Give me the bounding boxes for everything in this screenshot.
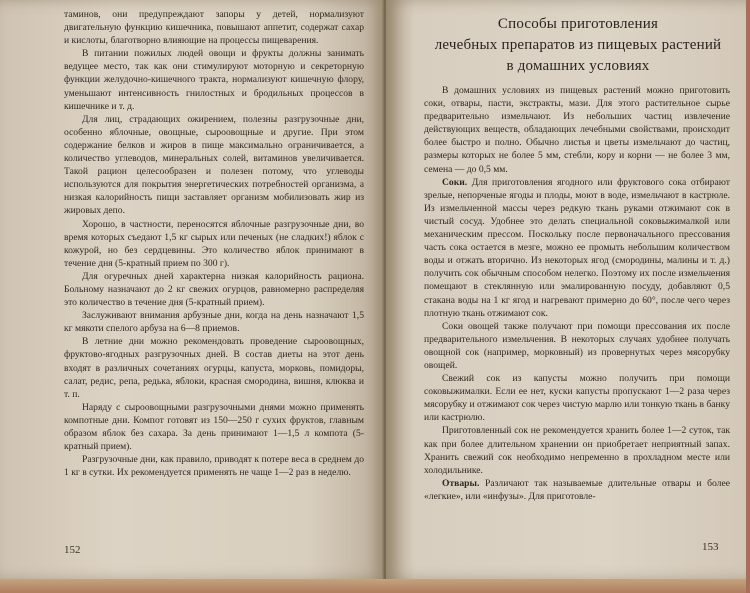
paragraph: таминов, они предупреждают запоры у детей, нормализуют двигательную функцию кишечника, повышают аппетит, содержат сахар и кислоты, благотворно влияющие на процессы пищеварения.	[64, 9, 364, 47]
page-number-left: 152	[64, 544, 81, 556]
paragraph: Заслуживают внимания арбузные дни, когда на день назначают 1,5 кг мякоти спелого арбуза на 6—8 приемов.	[64, 310, 364, 335]
paragraph-decoctions	[424, 477, 730, 503]
book-cover-edge	[0, 579, 750, 593]
paragraph-juices	[424, 176, 730, 320]
paragraph: В домашних условиях из пищевых растений можно приготовить соки, отвары, пасти, экстракты, мази. Для этого растительное сырье предварительно измельчают. Из небольших частиц извлечение действующих веществ, обладающих лечебными свойствами, происходит более быстро и полно. Обычно листья и цветы измельчают до частиц, размеры которых не более 5 мм, стебли, кору и корни — не более 3 мм, семена — до 0,5 мм.	[424, 85, 730, 175]
paragraph-text: Для приготовления ягодного или фруктового сока отбирают зрелые, непорченые ягоды и плоды, моют в воде, измельчают в кастрюле. Из измельченной массы через редкую ткань руками отжимают сок в чистый сосуд. Удобнее это делать специальной соковыжималкой или механическим прессом. Поскольку после первоначального прессования часть сока остается в мезге, можно ее промыть небольшим количеством воды и отжать вторично. Из некоторых ягод (смородины, малины и т. д.) получить сок обычным способом нелегко. Поэтому их после измельчения помещают в стеклянную или эмалированную посуду, добавляют 0,5 стакана воды на 1 кг ягод и нагревают примерно до 60°, после чего через плотную ткань отжимают сок.	[424, 176, 730, 319]
right-page	[386, 0, 748, 580]
subheading-juices: Соки.	[442, 176, 468, 188]
paragraph: Разгрузочные дни, как правило, приводят к потере веса в среднем до 1 кг в сутки. Их рекомендуется применять не чаще 1—2 раз в неделю.	[64, 454, 364, 479]
paragraph: Для лиц, страдающих ожирением, полезны разгрузочные дни, особенно яблочные, овощные, сыроовощные и другие. При этом содержание белков и жиров в пище максимально ограничивается, а количество углеводов, минеральных солей, витаминов увеличивается. Такой рацион целесообразен и полезен потому, что углеводы используются для покрытия энергетических потребностей организма, а низкая калорийность пищи заставляет организм мобилизовать жир из жировых депо.	[64, 113, 364, 217]
paragraph: Приготовленный сок не рекомендуется хранить более 1—2 суток, так как при более длительном хранении он приобретает неприятный запах. Хранить свежий сок необходимо непременно в прохладном месте или холодильнике.	[424, 425, 730, 476]
paragraph-text: Различают так называемые длительные отвары и более «легкие», или «инфузы». Для приготовле-	[424, 477, 730, 502]
book-cover-edge-right	[746, 0, 750, 593]
title-line: лечебных препаратов из пищевых растений	[434, 37, 722, 53]
section-title	[422, 14, 734, 77]
paragraph: Наряду с сыроовощными разгрузочными днями можно применять компотные дни. Компот готовят из 150—250 г сухих фруктов, главным образом яблок без сахара. За день принимают 1—1,5 л компота (5-кратный прием).	[64, 401, 364, 453]
paragraph: Для огуречных дней характерна низкая калорийность рациона. Больному назначают до 2 кг свежих огурцов, равномерно распределяя это количество в течение дня (5-кратный прием).	[64, 270, 364, 309]
paragraph: В питании пожилых людей овощи и фрукты должны занимать ведущее место, так как они стимулируют моторную и секреторную функции желудочно-кишечного тракта, нормализуют кишечную флору, уменьшают интенсивность гнилостных и бродильных процессов в кишечнике и т. д.	[64, 48, 364, 112]
paragraph: Свежий сок из капусты можно получить при помощи соковыжималки. Если ее нет, куски капусты пропускают 1—2 раза через мясорубку и отжимают сок через чистую марлю или тонкую ткань в банку или кастрюлю.	[424, 373, 730, 424]
subheading-decoctions: Отвары.	[442, 477, 480, 489]
paragraph: Соки овощей также получают при помощи прессования их после предварительного измельчения. В некоторых случаях удобнее получать овощной сок (например, морковный) из провернутых через мясорубку овощей.	[424, 320, 730, 371]
paragraph: Хорошо, в частности, переносятся яблочные разгрузочные дни, во время которых съедают 1,5 кг сырых или печеных (не сладких!) яблок с кожурой, но без сердцевины. Это количество яблок принимают в течение дня (5-кратный прием по 300 г).	[64, 218, 364, 269]
paragraph: В летние дни можно рекомендовать проведение сыроовощных, фруктово-ягодных разгрузочных дней. В состав диеты на этот день входят в различных сочетаниях огурцы, капуста, морковь, помидоры, салат, редис, репа, редька, яблоки, красная смородина, вишня, клюква и т. п.	[64, 336, 364, 400]
title-line: Способы приготовления	[497, 16, 659, 32]
left-page-text	[64, 8, 364, 479]
page-number-right: 153	[702, 541, 719, 553]
right-page-text	[424, 84, 730, 503]
title-line: в домашних условиях	[506, 58, 650, 74]
